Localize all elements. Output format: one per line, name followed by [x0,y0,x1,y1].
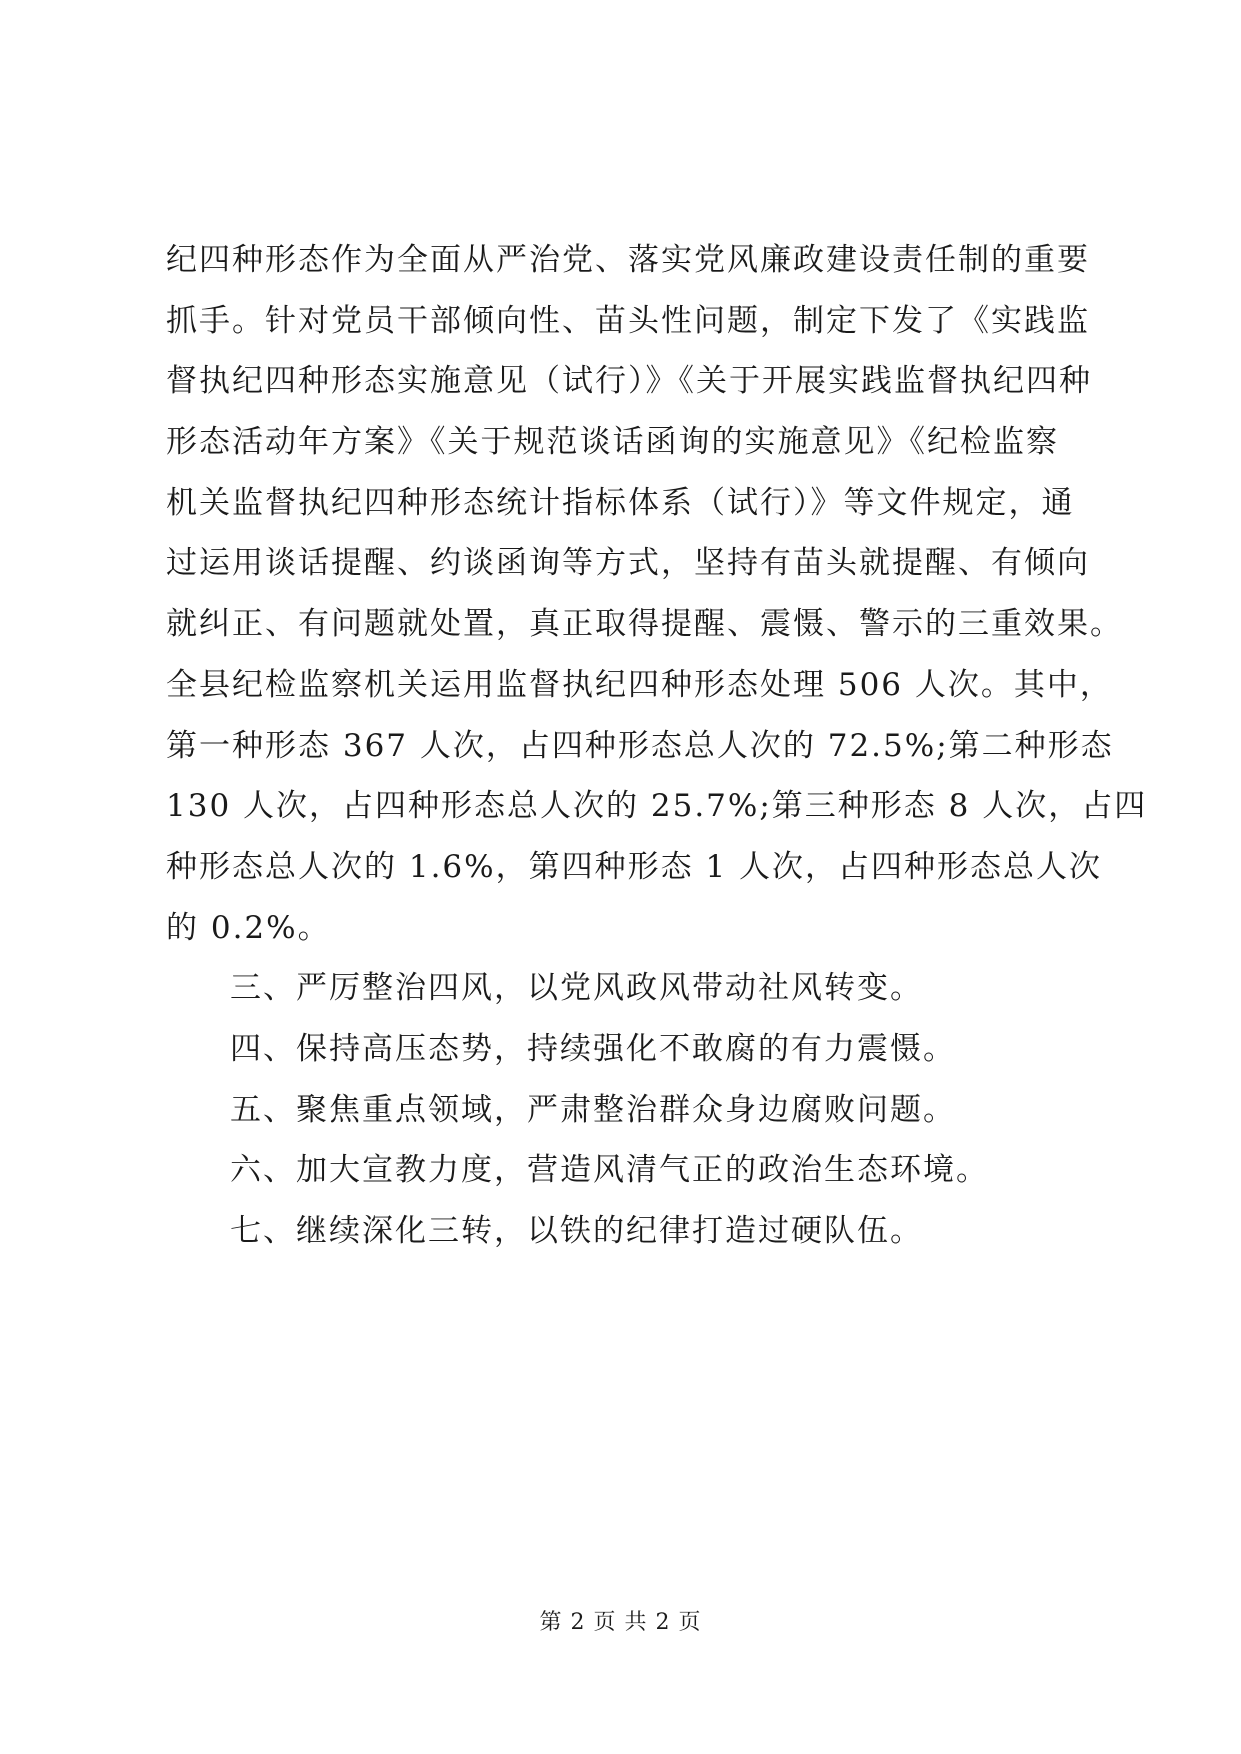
section-heading-6: 六、加大宣教力度，营造风清气正的政治生态环境。 [230,1152,989,1189]
paragraph-line: 形态活动年方案》《关于规范谈话函询的实施意见》《纪检监察 [166,424,1059,461]
paragraph-line: 督执纪四种形态实施意见（试行）》《关于开展实践监督执纪四种 [166,363,1092,400]
section-heading-3: 三、严厉整治四风，以党风政风带动社风转变。 [230,970,923,1007]
paragraph-line: 130 人次，占四种形态总人次的 25.7%;第三种形态 8 人次，占四 [166,788,1148,825]
section-heading-5: 五、聚焦重点领域，严肃整治群众身边腐败问题。 [230,1091,956,1128]
paragraph-line: 第一种形态 367 人次，占四种形态总人次的 72.5%;第二种形态 [166,727,1114,764]
section-heading-7: 七、继续深化三转，以铁的纪律打造过硬队伍。 [230,1213,923,1249]
document-body [166,230,1148,1262]
page-number-footer: 第 2 页 共 2 页 [539,1610,702,1635]
paragraph-line: 纪四种形态作为全面从严治党、落实党风廉政建设责任制的重要 [166,242,1090,278]
paragraph-line: 的 0.2%。 [166,909,331,946]
paragraph-line: 全县纪检监察机关运用监督执纪四种形态处理 506 人次。其中， [166,666,1113,703]
paragraph-line: 就纠正、有问题就处置，真正取得提醒、震慑、警示的三重效果。 [166,606,1123,643]
paragraph-line: 机关监督执纪四种形态统计指标体系（试行）》等文件规定，通 [166,484,1075,521]
paragraph-line: 种形态总人次的 1.6%，第四种形态 1 人次，占四种形态总人次 [166,848,1103,885]
section-heading-4: 四、保持高压态势，持续强化不敢腐的有力震慑。 [230,1030,956,1067]
paragraph-line: 过运用谈话提醒、约谈函询等方式，坚持有苗头就提醒、有倾向 [166,545,1090,582]
paragraph-line: 抓手。针对党员干部倾向性、苗头性问题，制定下发了《实践监 [166,302,1090,339]
